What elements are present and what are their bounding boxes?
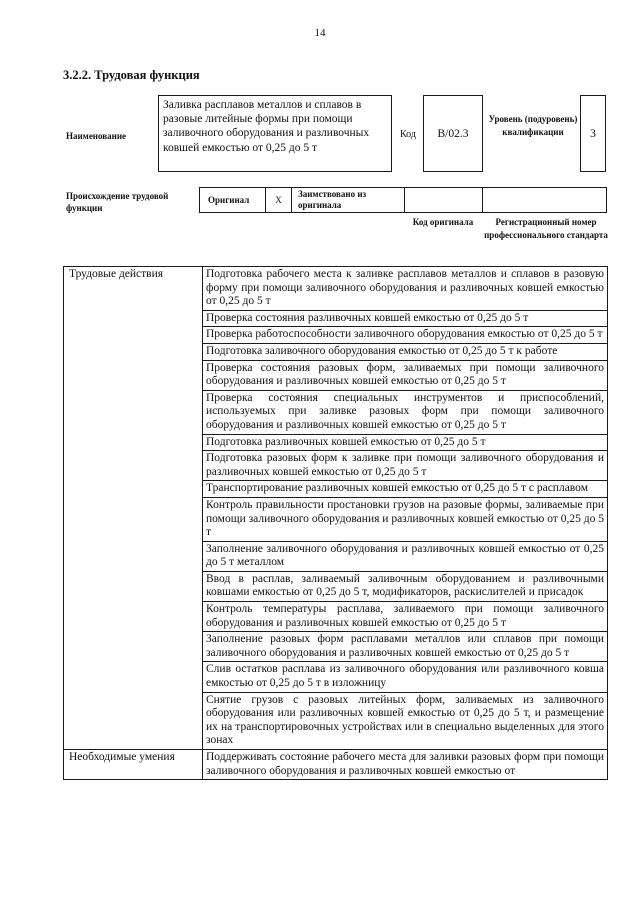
table-cell: Подготовка разовых форм к заливке при помощи заливочного оборудования и разливочных ковшей емкостью от 0,25 до 5 т [203, 451, 608, 481]
row-group-label: Необходимые умения [64, 750, 203, 780]
registration-number-cell [483, 188, 606, 212]
function-table [63, 266, 608, 780]
table-cell: Транспортирование разливочных ковшей емкостью от 0,25 до 5 т с расплавом [203, 481, 608, 498]
table-cell: Поддерживать состояние рабочего места для заливки разовых форм при помощи заливочного оборудования и разливочных ковшей емкостью от [203, 750, 608, 780]
code-label: Код [400, 129, 416, 140]
table-cell: Проверка состояния разовых форм, заливаемых при помощи заливочного оборудования и разливочных ковшей емкостью от 0,25 до 5 т [203, 360, 608, 390]
borrowed-cell: Заимствовано из оригинала [292, 188, 405, 212]
table-cell: Слив остатков расплава из заливочного оборудования или разливочного ковша емкостью от 0,25 до 5 т в изложницу [203, 662, 608, 692]
origin-label: Происхождение трудовой функции [66, 191, 169, 213]
table-cell: Ввод в расплав, заливаемый заливочным оборудованием и разливочными ковшами емкостью от 0,25 до 5 т, модификаторов, раскислителей и присадок [203, 571, 608, 601]
qualification-level-box: 3 [580, 95, 606, 172]
table-cell: Снятие грузов с разовых литейных форм, заливаемых из заливочного оборудования или разливочных ковшей емкостью от 0,25 до 5 т, и размещение их на транспортировочных устройствах или в специально выделенных для этого зонах [203, 692, 608, 749]
name-label: Наименование [66, 131, 126, 141]
table-row [64, 750, 608, 780]
table-row [64, 267, 608, 311]
original-code-caption: Код оригинала [412, 217, 474, 227]
table-cell: Подготовка разливочных ковшей емкостью от 0,25 до 5 т [203, 434, 608, 451]
original-code-cell [405, 188, 483, 212]
table-cell: Заполнение разовых форм расплавами металлов или сплавов при помощи заливочного оборудования и разливочных ковшей емкостью от 0,25 до 5 т [203, 632, 608, 662]
table-cell: Подготовка рабочего места к заливке расплавов металлов и сплавов в разовую форму при помощи заливочного оборудования и разливочных ковшей емкостью от 0,25 до 5 т [203, 267, 608, 311]
table-cell: Подготовка заливочного оборудования емкостью от 0,25 до 5 т к работе [203, 343, 608, 360]
function-name-box: Заливка расплавов металлов и сплавов в разовые литейные формы при помощи заливочного оборудования и разливочных ковшей емкостью от 0,25 до 5 т [158, 95, 392, 172]
registration-number-caption: Регистрационный номер профессионального стандарта [484, 217, 608, 240]
origin-row [199, 187, 607, 213]
table-cell: Контроль температуры расплава, заливаемого при помощи заливочного оборудования и разливочных ковшей емкостью от 0,25 до 5 т [203, 602, 608, 632]
original-mark: X [266, 188, 292, 212]
table-cell: Проверка состояния специальных инструментов и приспособлений, используемых при заливке разовых форм при помощи заливочного оборудования и разливочных ковшей емкостью от 0,25 до 5 т [203, 390, 608, 434]
function-code-box: B/02.3 [423, 95, 483, 172]
table-cell: Заполнение заливочного оборудования и разливочных ковшей емкостью от 0,25 до 5 т металлом [203, 541, 608, 571]
page-number: 14 [314, 27, 326, 39]
section-title: 3.2.2. Трудовая функция [63, 68, 200, 82]
table-cell: Проверка состояния разливочных ковшей емкостью от 0,25 до 5 т [203, 310, 608, 327]
row-group-label: Трудовые действия [64, 267, 203, 750]
table-cell: Контроль правильности простановки грузов на разовые формы, заливаемые при помощи заливочного оборудования и разливочных ковшей емкостью от 0,25 до 5 т [203, 497, 608, 541]
table-cell: Проверка работоспособности заливочного оборудования емкостью от 0,25 до 5 т [203, 327, 608, 344]
qualification-level-label: Уровень (подуровень) квалификации [488, 114, 578, 137]
original-cell: Оригинал [200, 188, 266, 212]
